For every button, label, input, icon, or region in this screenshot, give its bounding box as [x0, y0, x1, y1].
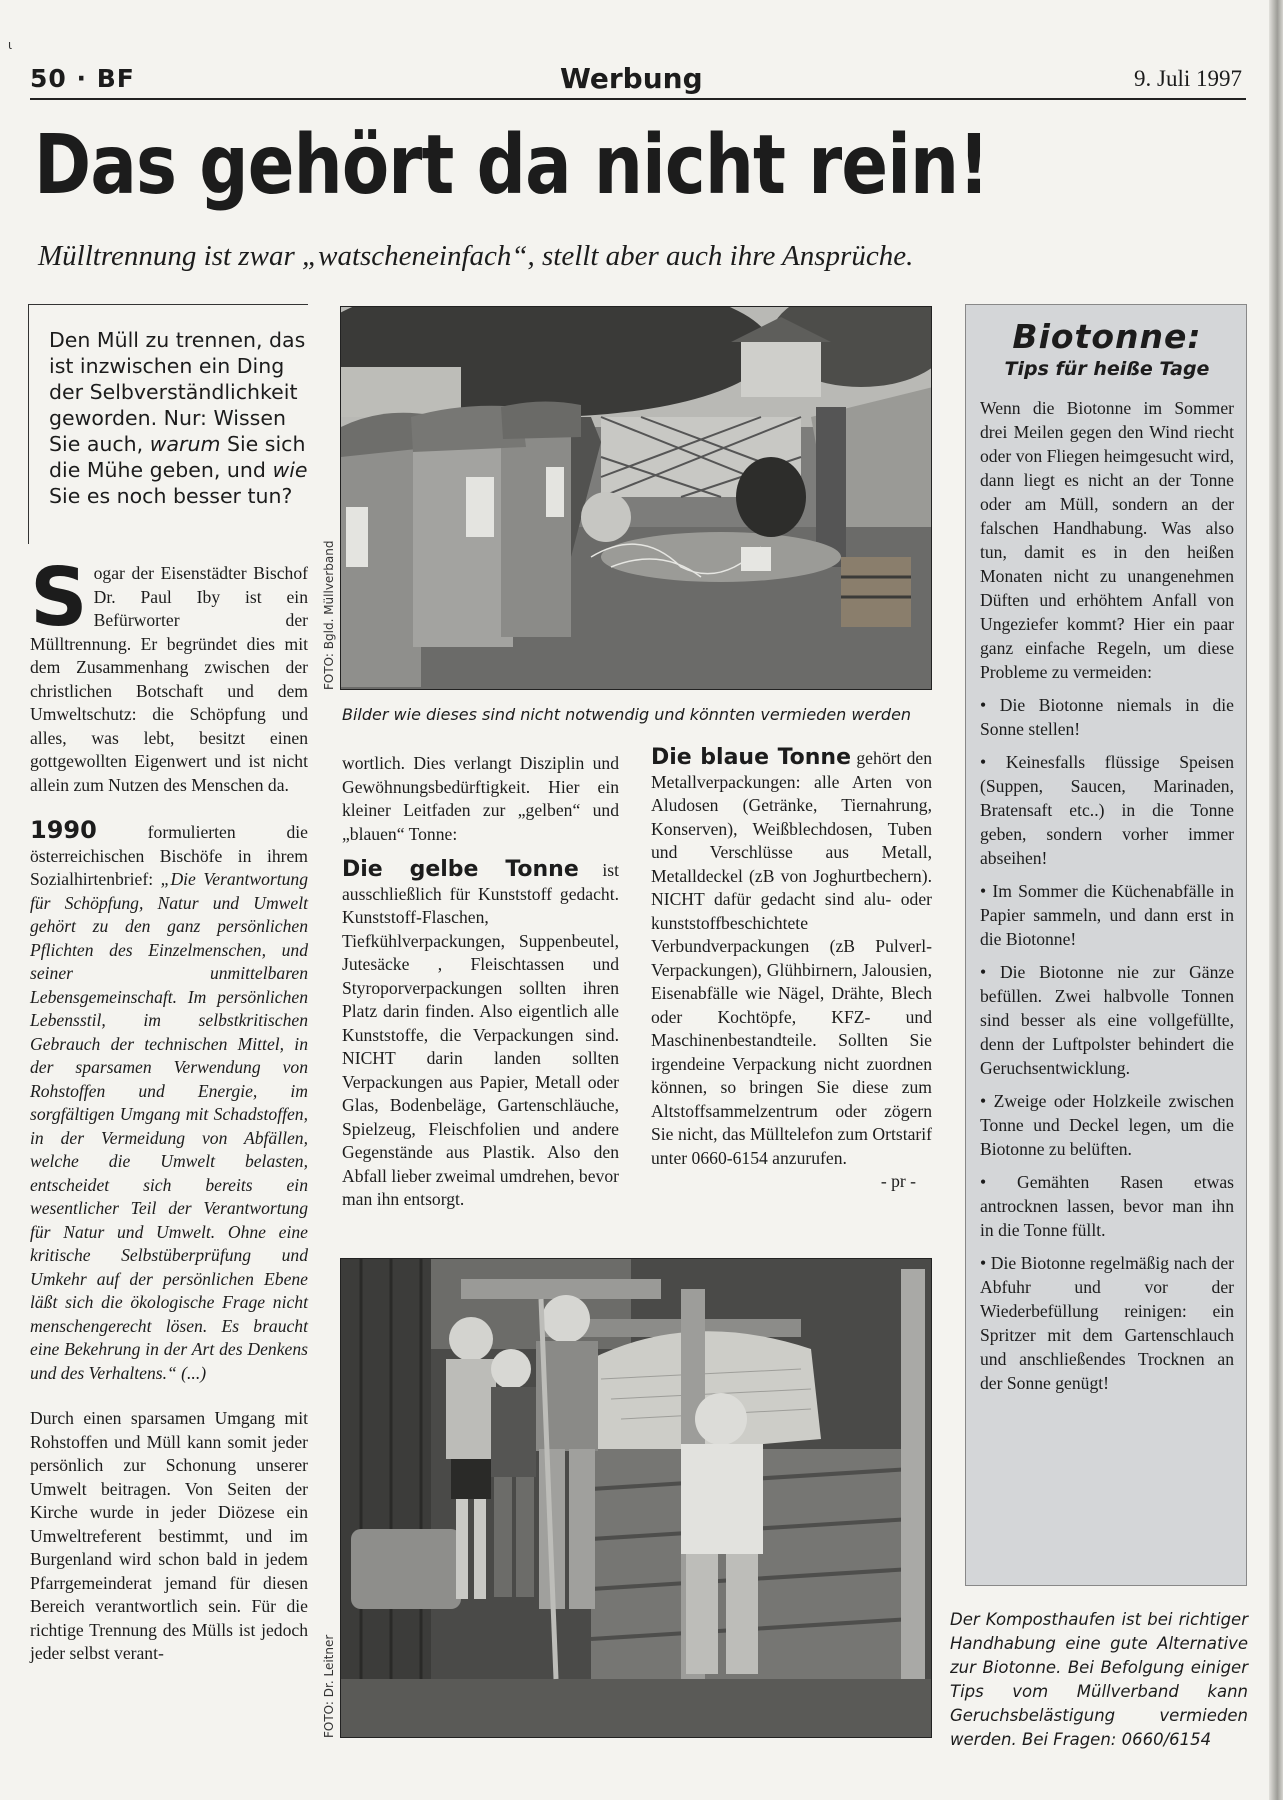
blue-bin-heading: Die blaue Tonne — [651, 745, 852, 770]
headline: Das gehört da nicht rein! — [34, 118, 989, 213]
sidebar-tip: • Die Biotonne regelmäßig nach der Abfuhr und vor der Wiederbefüllung reinigen: ein Spritzer mit dem Gartenschlauch und anschließendes Trocknen an der Sonne genügt! — [980, 1253, 1234, 1393]
photo-caption-1: Bilder wie dieses sind nicht notwendig und könnten vermieden werden — [342, 705, 912, 724]
intro-text-b: Sie sich die Mühe geben, und — [49, 432, 306, 482]
sidebar-tip: • Gemähten Rasen etwas antrocknen lassen, bevor man ihn in die Tonne füllt. — [980, 1172, 1234, 1240]
article-column-1 — [30, 551, 308, 1666]
yellow-bin-heading: Die gelbe Tonne — [342, 857, 579, 882]
yellow-bin-section — [342, 858, 619, 1212]
page-section: 50 · BF — [30, 64, 135, 93]
children-compost-image — [341, 1259, 932, 1738]
pastoral-letter-quote: „Die Verantwortung für Schöpfung, Natur und Umwelt gehört zu den ganz persönlichen Pflichten des Einzelmenschen, und seiner unmittelbaren Lebensgemeinschaft. Im persönlichen Lebensstil, im selbstkritischen Gebrauch der technischen Mittel, in der sparsamen Verwendung von Rohstoffen und Energie, im sorgfältigen Umgang mit Schadstoffen, in der Vermeidung von Abfällen, welche die Umwelt belasten, entscheidet sich bereits ein wesentlicher Teil der Verantwortung für Natur und Umwelt. Ohne eine kritische Selbstüberprüfung und Umkehr auf der persönlichen Ebene läßt sich die ökologische Frage nicht menschengerecht lösen. Es braucht eine Bekehrung in der Art des Denkens und des Verhaltens.“ (...) — [30, 869, 308, 1383]
category-label: Werbung — [560, 62, 703, 95]
article-column-3 — [651, 746, 932, 1194]
waste-bins-image — [341, 307, 932, 690]
blue-bin-text: gehört den Metallverpackungen: alle Arten von Aludosen (Getränke, Tiernahrung, Konserven), Weißblechdosen, Tuben und Verschlüsse aus Metall, Metalldeckel (zB von Joghurtbechern). NICHT dafür gedacht sind alu- oder kunststoffbeschichtete Verbundverpackungen (zB Pulverl-Verpackungen), Glühbirnern, Jalousien, Eisenabfälle wie Nägel, Drähte, Blech oder Kochtöpfe, KFZ- und Maschinenbestandteile. Sollten Sie irgendeine Verpackung nicht zuordnen können, so bringen Sie diese zum Altstoffsammelzentrum oder zögern Sie nicht, das Mülltelefon zum Ortstarif unter 0660-6154 anzurufen. — [651, 748, 932, 1168]
sidebar-title: Biotonne: — [1012, 317, 1202, 356]
article-column-2 — [342, 752, 619, 1212]
sidebar-tip: • Die Biotonne niemals in die Sonne stellen! — [980, 695, 1234, 739]
intro-box — [28, 304, 308, 544]
article-paragraph-4 — [342, 752, 619, 846]
sidebar-intro: Wenn die Biotonne im Sommer drei Meilen gegen den Wind riecht oder von Fliegen heimgesucht wird, dann liegt es nicht an der Tonne oder am Müll, sondern an der falschen Handhabung. Was also tun, damit es in den heißen Monaten nicht zu unangenehmen Düften und erhöhtem Anfall von Ungeziefer kommt? Hier ein paar ganz einfache Regeln, um diese Probleme zu vermeiden: — [980, 398, 1234, 682]
scan-edge — [1269, 0, 1283, 1800]
yellow-bin-text: ist ausschließlich für Kunststoff gedacht. Kunststoff-Flaschen, Tiefkühlverpackungen, Suppenbeutel, Jutesäcke , Fleischtassen und Styroporverpackungen sollten ihren Platz darin finden. Also eigentlich alle Kunststoffe, die Verpackungen sind. NICHT darin landen sollten Verpackungen aus Papier, Metall oder Glas, Bodenbeläge, Gartenschläuche, Spielzeug, Fleischfolien und andere Gegenstände aus Plastik. Also den Abfall lieber zweimal umdrehen, bevor man ihn entsorgt. — [342, 860, 619, 1209]
paragraph-3-text: Durch einen sparsamen Umgang mit Rohstoffen und Müll kann somit jeder persönlich zur Schonung unserer Umwelt beitragen. Von Seiten der Kirche wurde in jeder Diözese ein Umweltreferent bestimmt, und im Burgenland wird schon bald in jedem Pfarrgemeinderat jemand für diesen Bereich verantwortlich sein. Für die richtige Trennung des Mülls ist jedoch jeder selbst verant- — [30, 1408, 308, 1663]
sidebar-subtitle: Tips für heiße Tage — [1004, 358, 1210, 380]
paragraph-1-text: ogar der Eisenstädter Bischof Dr. Paul Iby ist ein Befürworter der Mülltrennung. Er begründet dies mit dem Zusammenhang zwischen der christlichen Botschaft und dem Umweltschutz: die Schöpfung und alles, was lebt, besitzt einen gottgewollten Eigenwert und ist nicht allein zum Nutzen des Menschen da. — [30, 563, 308, 795]
paragraph-4-text: wortlich. Dies verlangt Disziplin und Gewöhnungsbedürftigkeit. Hier ein kleiner Leitfaden zur „gelben“ und „blauen“ Tonne: — [342, 753, 619, 844]
article-paragraph-1 — [30, 551, 308, 797]
sidebar-tip: • Die Biotonne nie zur Gänze befüllen. Zwei halbvolle Tonnen sind besser als eine vollgefüllte, denn der Luftpolster behindert die Geruchsentwicklung. — [980, 962, 1234, 1078]
biotonne-sidebar — [965, 304, 1247, 1586]
photo-children-compost — [340, 1258, 932, 1738]
scan-mark: ɩ — [8, 38, 13, 52]
issue-date: 9. Juli 1997 — [1134, 66, 1242, 91]
intro-text-c: Sie es noch besser tun? — [49, 484, 293, 508]
author-signature: - pr - — [880, 1171, 916, 1191]
sidebar-tip: • Im Sommer die Küchenabfälle in Papier sammeln, und dann erst in die Biotonne! — [980, 881, 1234, 949]
sidebar-body — [980, 396, 1234, 1395]
intro-italic-a: warum — [149, 432, 221, 456]
paragraph-2-text: formulierten die österreichischen Bischöfe in ihrem Sozialhirtenbrief: — [30, 822, 308, 889]
intro-text-a: Den Müll zu trennen, das ist inzwischen ein Ding der Selbverständlichkeit geworden. Nur: Wissen Sie auch, — [49, 328, 306, 456]
photo-waste-bins — [340, 306, 932, 690]
year-lead: 1990 — [30, 816, 97, 844]
dropcap: S — [30, 551, 88, 644]
article-paragraph-2 — [30, 816, 308, 1385]
header-rule — [30, 98, 1246, 100]
sidebar-tip: • Zweige oder Holzkeile zwischen Tonne und Deckel legen, um die Biotonne zu belüften. — [980, 1091, 1234, 1159]
sidebar-tip: • Keinesfalls flüssige Speisen (Suppen, Saucen, Marinaden, Bratensaft etc..) in die Tonne geben, sondern vorher immer abseihen! — [980, 752, 1234, 868]
photo-credit-2: FOTO: Dr. Leitner — [322, 1634, 336, 1738]
article-paragraph-3 — [30, 1407, 308, 1666]
subheadline: Mülltrennung ist zwar „watscheneinfach“, stellt aber auch ihre Ansprüche. — [38, 240, 914, 272]
intro-italic-b: wie — [272, 458, 308, 482]
photo-credit-1: FOTO: Bgld. Müllverband — [322, 540, 336, 690]
compost-caption: Der Komposthaufen ist bei richtiger Handhabung eine gute Alternative zur Biotonne. Bei Befolgung einiger Tips vom Müllverband kann Geruchsbelästigung vermieden werden. Bei Fragen: 0660/6154 — [950, 1610, 1248, 1749]
blue-bin-section — [651, 746, 932, 1170]
